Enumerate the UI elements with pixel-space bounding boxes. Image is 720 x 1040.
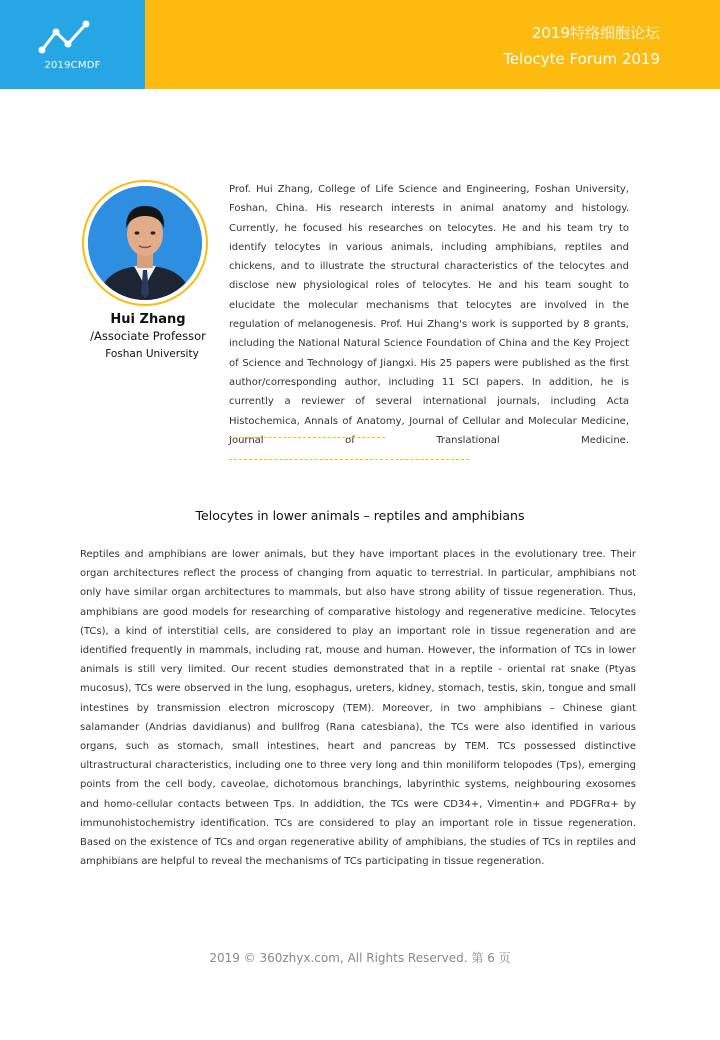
- profile-photo: [88, 186, 202, 300]
- logo-text: 2019CMDF: [44, 60, 101, 71]
- section-title: Telocytes in lower animals – reptiles and amphibians: [195, 508, 525, 523]
- profile-affiliation: Foshan University: [105, 348, 199, 360]
- header-title-cn: 2019特络细胞论坛: [531, 24, 660, 42]
- profile-bio-text: Prof. Hui Zhang, College of Life Science and Engineering, Foshan University, Foshan, China. His research interests in animal anatomy and histology. Currently, he focused his researches on telocytes. He and his team try to identify telocytes in various animals, including amphibians, reptiles and chickens, and to illustrate the structural characteristics of the telocytes and disclose new physiological roles of telocytes. He and his team sought to elucidate the molecular mechanisms that telocytes are involved in the regulation of melanogenesis. Prof. Hui Zhang's work is supported by 8 grants, including the National Natural Science Foundation of China and the Key Project of Science and Technology of Jiangxi. His 25 papers were published as the first author/corresponding author, including 11 SCI papers. In addition, he is currently a reviewer of several international journals, including Acta Histochemica, Annals of Anatomy, Journal of Cellular and Molecular Medicine, Journal of Translational Medicine.: [229, 184, 629, 446]
- header-logo-block: [0, 0, 145, 89]
- bio-dashed-divider: [229, 459, 469, 460]
- profile-bio: [229, 180, 629, 469]
- header-title-en: Telocyte Forum 2019: [503, 50, 660, 68]
- profile-title: /Associate Professor: [90, 329, 206, 343]
- line-chart-logo-icon: [36, 18, 96, 58]
- profile-photo-frame: [82, 180, 208, 306]
- profile-name: Hui Zhang: [110, 312, 186, 327]
- header-banner: [145, 0, 720, 89]
- page-footer: 2019 © 360zhyx.com, All Rights Reserved. 第 6 页: [209, 951, 511, 965]
- section-body: Reptiles and amphibians are lower animals, but they have important places in the evolutionary tree. Their organ architectures reflect the process of changing from aquatic to terrestrial. In particular, amphibians not only have similar organ architectures to mammals, but also have strong ability of tissue regeneration. Thus, amphibians are good models for researching of comparative histology and regenerative medicine. Telocytes (TCs), a kind of interstitial cells, are considered to play an important role in tissue regeneration and are identified frequently in mammals, including rat, mouse and human. However, the information of TCs in lower animals is still very limited. Our recent studies demonstrated that in a reptile - oriental rat snake (Ptyas mucosus), TCs were observed in the lung, esophagus, ureters, kidney, stomach, testis, skin, tongue and small intestines by transmission electron microscopy (TEM). Moreover, in two amphibians – Chinese giant salamander (Andrias davidianus) and bullfrog (Rana catesbiana), the TCs were also identified in various organs, such as stomach, small intestines, heart and pancreas by TEM. TCs possessed distinctive ultrastructural characteristics, including one to three very long and thin moniliform telopodes (Tps), emerging points from the cell body, caveolae, dichotomous branchings, labyrinthic systems, neighbouring exosomes and homo-cellular contacts between Tps. In addidtion, the TCs were CD34+, Vimentin+ and PDGFRα+ by immunohistochemistry identification. TCs are considered to play an important role in tissue regeneration. Based on the existence of TCs and organ regenerative ability of amphibians, the studies of TCs in reptiles and amphibians are helpful to reveal the mechanisms of TCs participating in tissue regeneration.: [80, 549, 636, 868]
- bio-dashed-divider-continued: [229, 437, 385, 438]
